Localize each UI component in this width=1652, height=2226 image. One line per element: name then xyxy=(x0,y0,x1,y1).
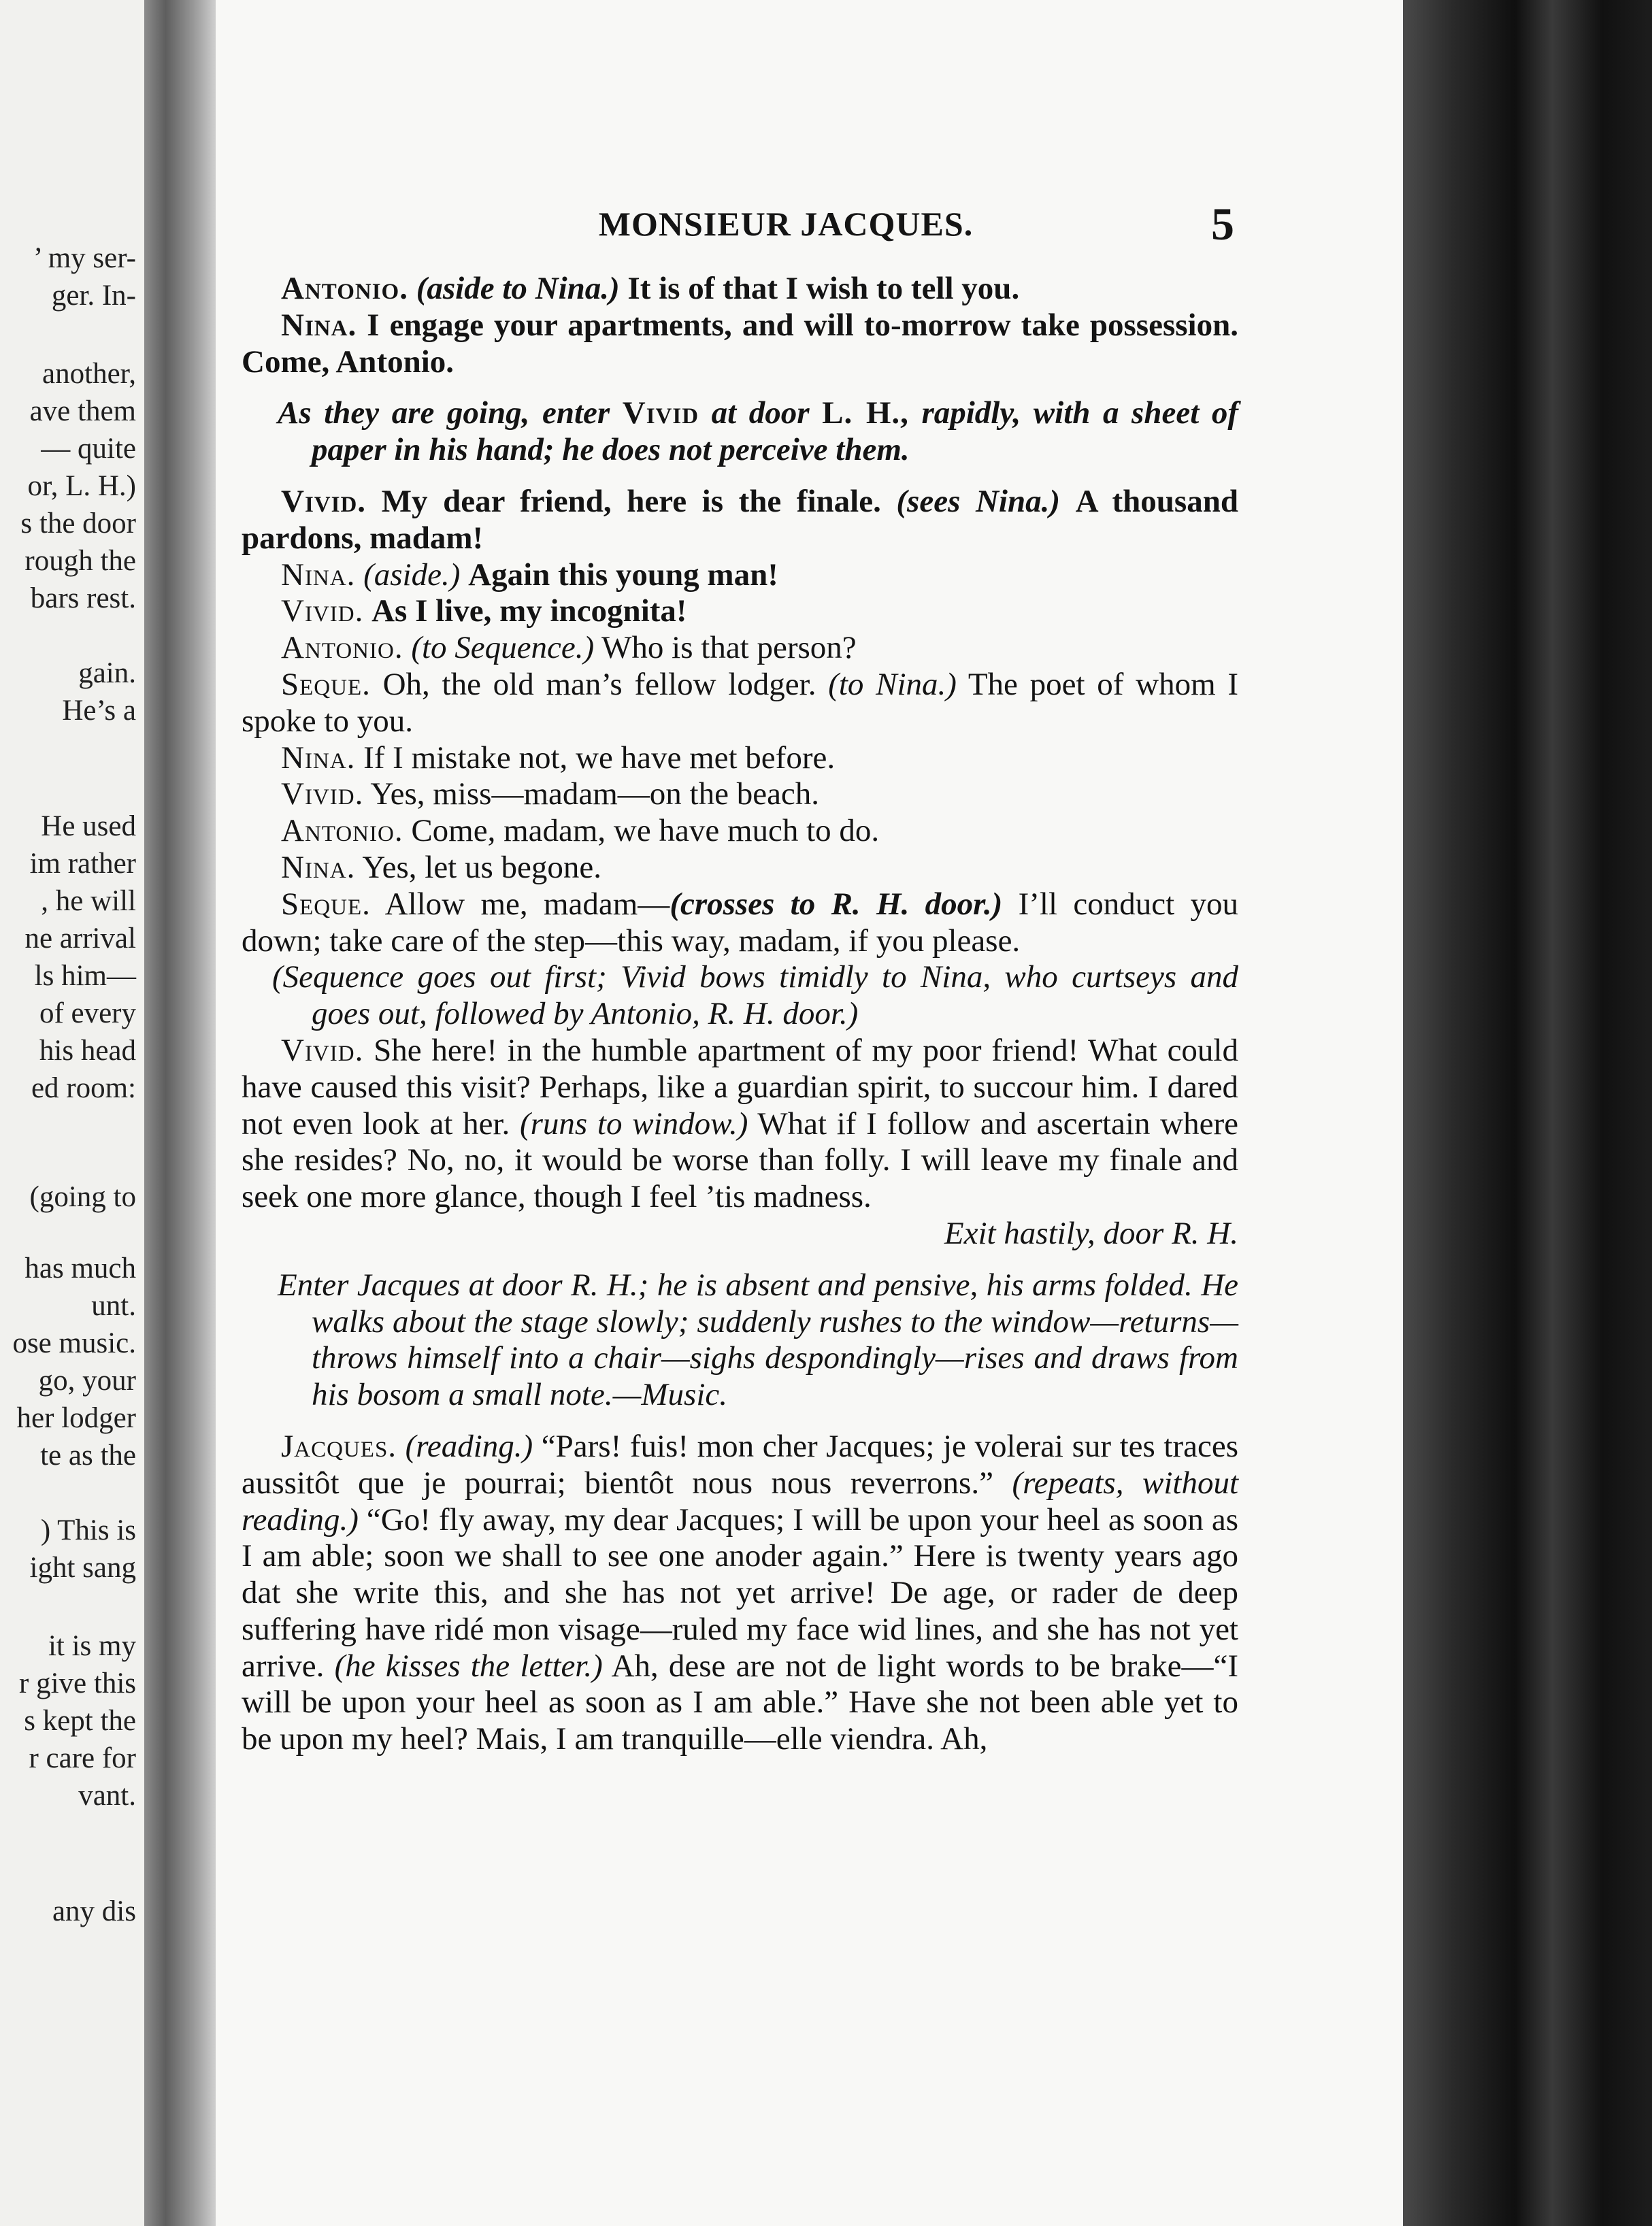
speech-nina: Nina. If I mistake not, we have met before. xyxy=(281,740,836,776)
speech-nina: Nina. Yes, let us begone. xyxy=(281,849,602,885)
left-page-fragment: s the door xyxy=(20,508,136,539)
left-page-fragment: ed room: xyxy=(31,1072,136,1104)
left-page-fragment: it is my xyxy=(48,1630,136,1662)
book-gutter xyxy=(144,0,216,2226)
page-text xyxy=(242,271,1238,1758)
speech-vivid: Vivid. As I live, my incognita! xyxy=(281,593,687,629)
running-header: MONSIEUR JACQUES. xyxy=(598,205,974,243)
left-page-fragment: bars rest. xyxy=(30,582,136,614)
left-page-fragment: ne arrival xyxy=(24,923,136,954)
left-page-fragment: r care for xyxy=(29,1742,136,1774)
left-page-fragment: (going to xyxy=(29,1181,136,1213)
speech-sequence: Seque. Oh, the old man’s fellow lodger. (to Nina.) The poet of whom I spoke to you. xyxy=(242,666,1239,739)
left-page-fragment: another, xyxy=(42,358,136,390)
left-page-fragment: vant. xyxy=(78,1780,136,1812)
left-page-fragment: He’s a xyxy=(62,695,136,727)
book-edge-right xyxy=(1403,0,1652,2226)
left-page-fragment: ose music. xyxy=(12,1327,136,1359)
left-page-fragment: of every xyxy=(39,997,136,1029)
left-page-fragment: her lodger xyxy=(16,1402,136,1434)
speech-vivid: Vivid. My dear friend, here is the finale. (sees Nina.) A thousand pardons, madam! xyxy=(242,483,1238,556)
stage-direction-exit: (Sequence goes out first; Vivid bows timidly to Nina, who curtseys and goes out, followed by Antonio, R. H. door.) xyxy=(272,959,1238,1032)
speech-nina: Nina. (aside.) Again this young man! xyxy=(281,556,778,593)
speech-antonio: Antonio. (aside to Nina.) It is of that I wish to tell you. xyxy=(281,271,1020,306)
left-page-fragment: te as the xyxy=(40,1440,136,1472)
left-page-edge xyxy=(0,0,144,2226)
stage-direction-exit-hastily: Exit hastily, door R. H. xyxy=(944,1215,1238,1251)
left-page-fragment: gain. xyxy=(78,657,136,689)
speech-antonio: Antonio. (to Sequence.) Who is that person? xyxy=(281,630,857,666)
speech-vivid: Vivid. Yes, miss—madam—on the beach. xyxy=(281,776,820,812)
left-page-fragment: unt. xyxy=(91,1290,136,1322)
left-page-fragment: — quite xyxy=(41,433,136,465)
speech-sequence: Seque. Allow me, madam—(crosses to R. H. door.) I’ll conduct you down; take care of the step—this way, madam, if you please. xyxy=(242,886,1238,959)
stage-direction-vivid-enters: As they are going, enter Vivid at door L. H., rapidly, with a sheet of paper in his hand; he does not perceive them. xyxy=(278,395,1238,468)
left-page-fragment: ’ my ser- xyxy=(33,242,136,274)
page-number: 5 xyxy=(1211,198,1234,250)
left-page-fragment: or, L. H.) xyxy=(27,470,136,502)
left-page-fragment: ave them xyxy=(29,395,136,427)
left-page-fragment: ls him— xyxy=(34,960,136,992)
speech-vivid: Vivid. She here! in the humble apartment of my poor friend! What could have caused this visit? Perhaps, like a guardian spirit, to succour him. I dared not even look at her. (runs to window.) What if I follow and ascertain where she resides? No, no, it would be worse than folly. I will leave my finale and seek one more glance, though I feel ’tis madness. xyxy=(242,1032,1238,1215)
left-page-fragment: r give this xyxy=(19,1667,136,1699)
left-page-fragment: his head xyxy=(39,1035,136,1067)
left-page-fragment: ) This is xyxy=(40,1514,136,1546)
speech-jacques: Jacques. (reading.) “Pars! fuis! mon cher Jacques; je volerai sur tes traces aussitôt que je pourrai; bientôt nous nous reverrons.” (repeats, without reading.) “Go! fly away, my dear Jacques; I will be upon your heel as soon as I am able; soon we shall to see one anoder again.” Here is twenty years ago dat she write this, and she has not yet arrive! De age, or rader de deep suffering have ridé mon visage—ruled my face wid lines, and she has not yet arrive. (he kisses the letter.) Ah, dese are not de light words to be brake—“I will be upon your heel as soon as I am able.” Have she not been able yet to be upon my heel? Mais, I am tranquille—elle viendra. Ah, xyxy=(242,1428,1239,1757)
stage-direction-jacques-enters: Enter Jacques at door R. H.; he is absent and pensive, his arms folded. He walks about the stage slowly; suddenly rushes to the window—returns—throws himself into a chair—sighs despondingly—rises and draws from his bosom a small note.—Music. xyxy=(278,1267,1238,1413)
left-page-fragment: any dis xyxy=(52,1895,136,1927)
speech-nina: Nina. I engage your apartments, and will to-morrow take possession. Come, Antonio. xyxy=(242,307,1238,380)
left-page-fragment: s kept the xyxy=(24,1705,136,1737)
left-page-fragment: , he will xyxy=(41,885,136,917)
left-page-fragment: He used xyxy=(41,810,136,842)
left-page-fragment: ger. In- xyxy=(51,280,136,312)
left-page-fragment: go, your xyxy=(38,1365,136,1397)
left-page-fragment: has much xyxy=(24,1252,136,1284)
left-page-fragment: im rather xyxy=(29,848,136,880)
left-page-fragment: rough the xyxy=(24,545,136,577)
speech-antonio: Antonio. Come, madam, we have much to do. xyxy=(281,813,880,849)
left-page-fragment: ight sang xyxy=(29,1552,136,1584)
